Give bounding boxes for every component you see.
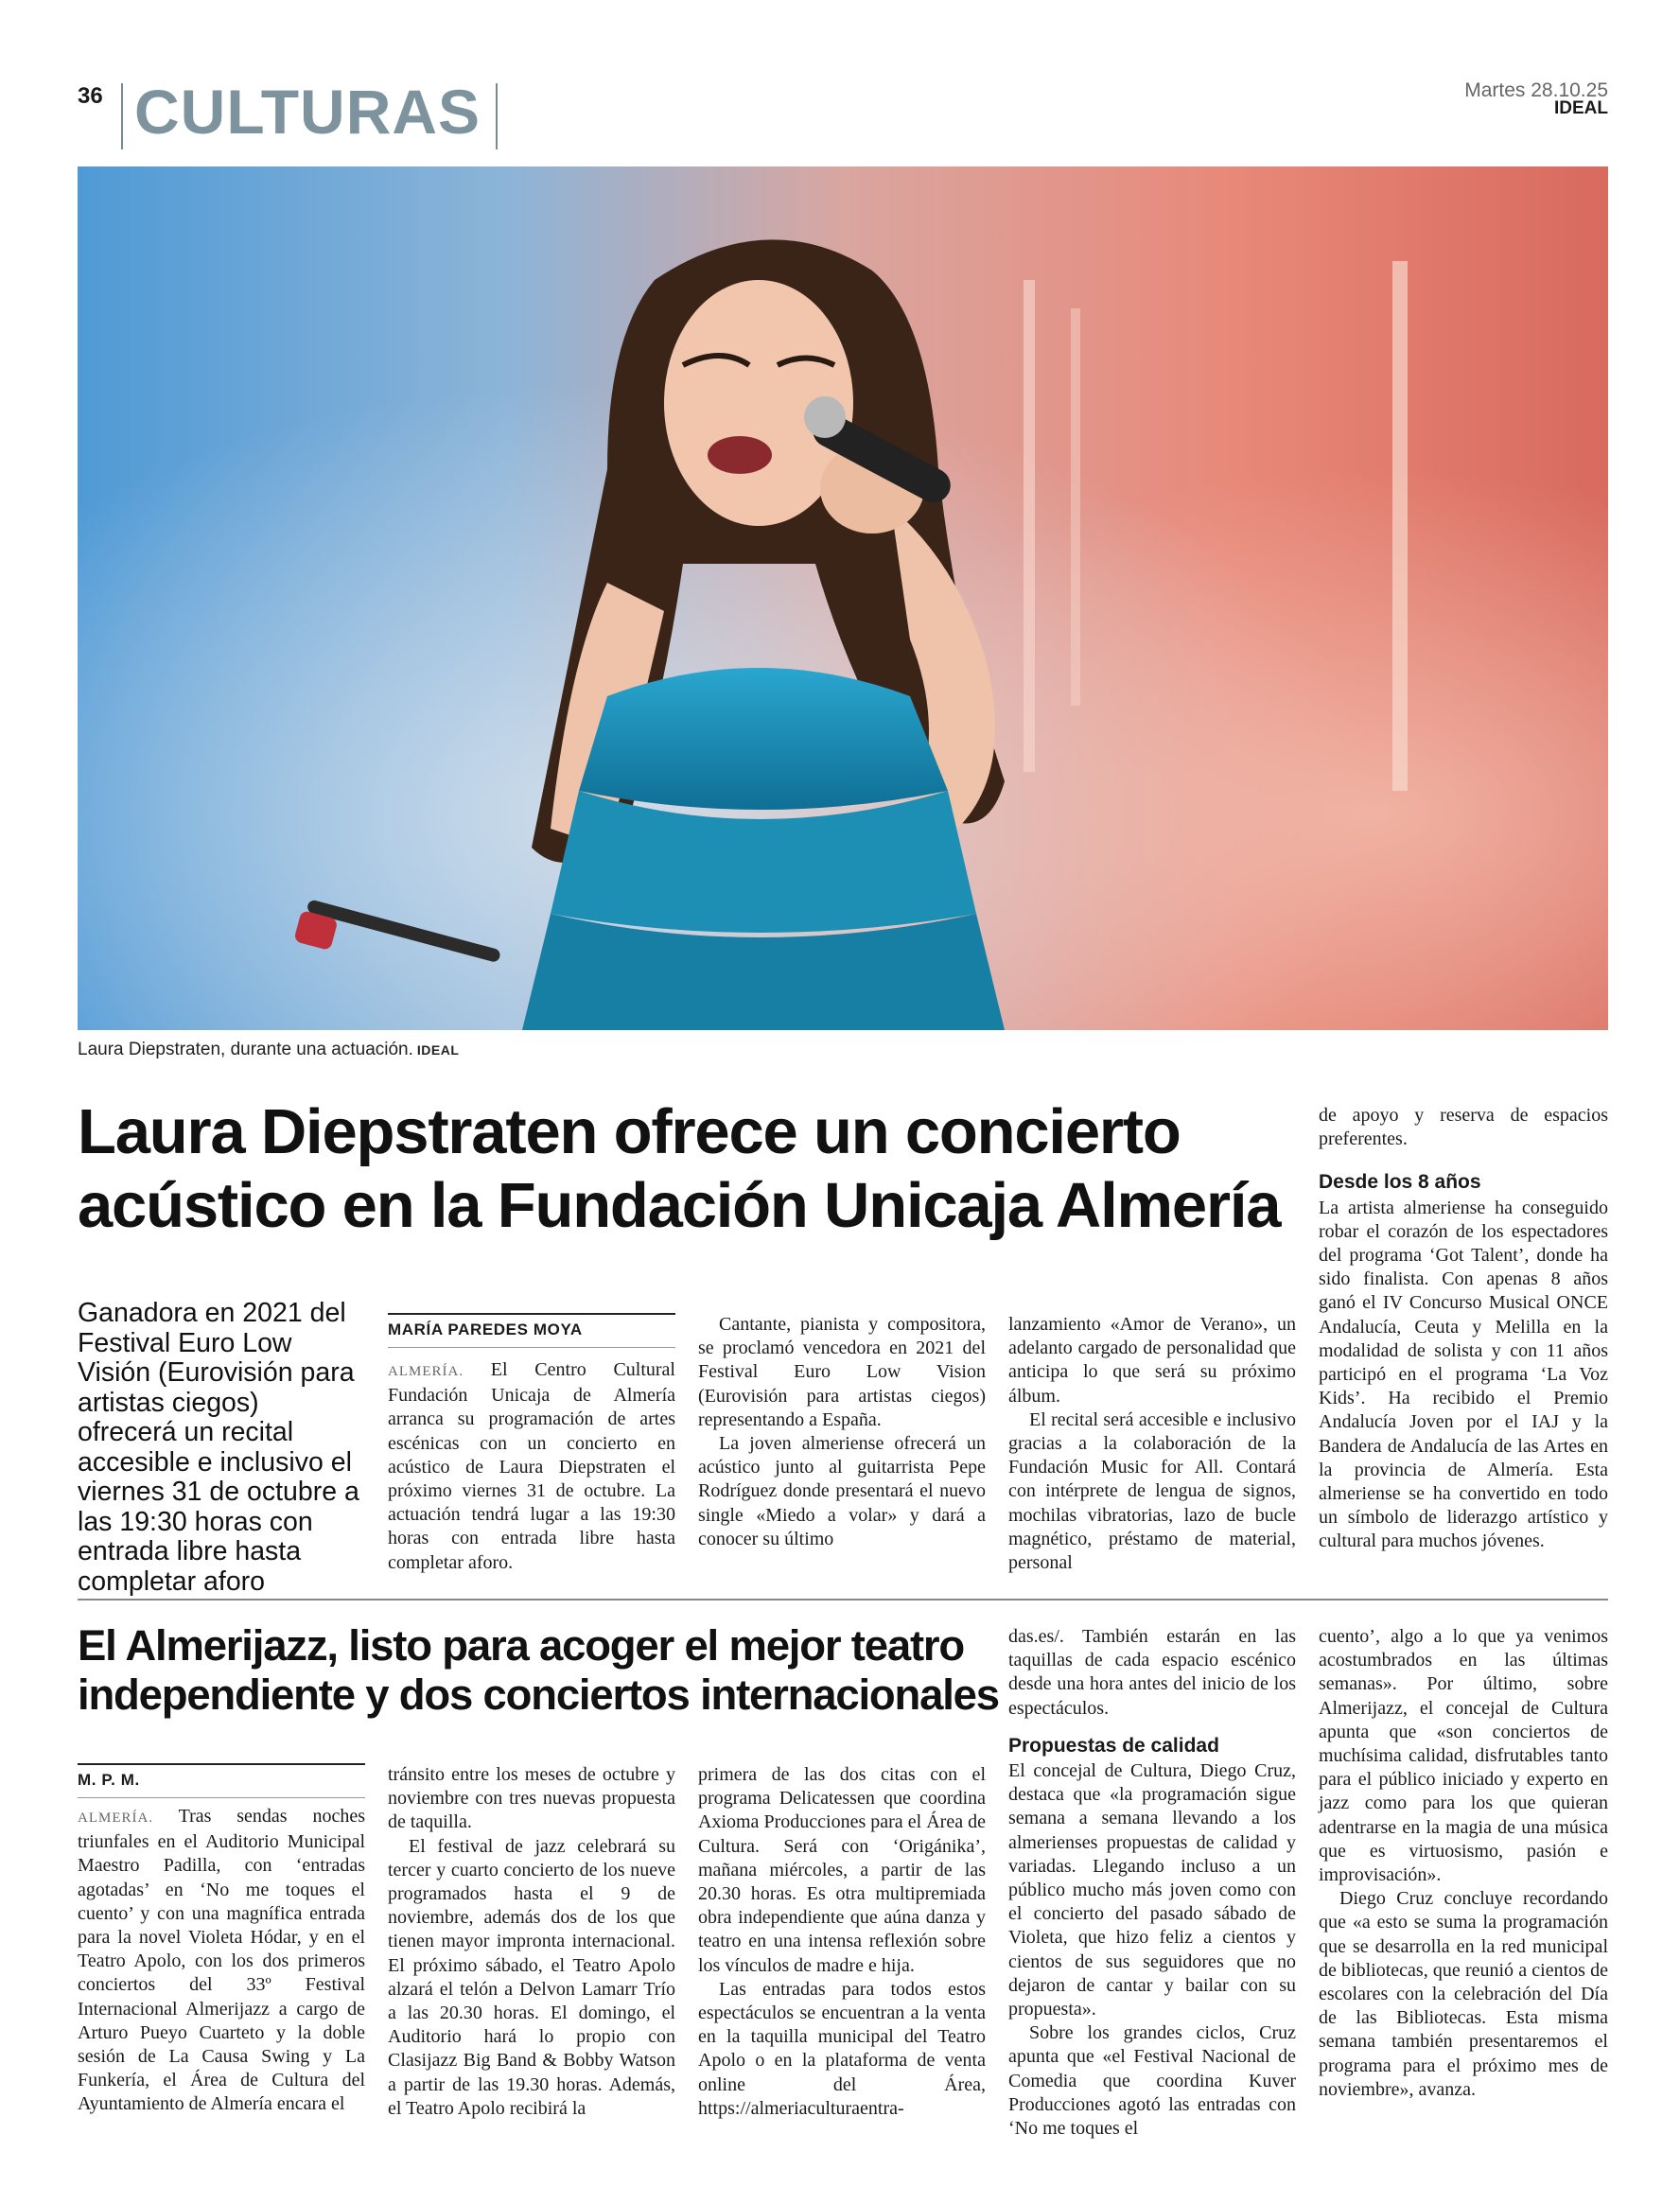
- article-headline: El Almerijazz, listo para acoger el mejor teatro independiente y dos conciertos internacionales: [78, 1621, 999, 1719]
- article-subheadline: Ganadora en 2021 del Festival Euro Low Visión (Eurovisión para artistas ciegos) ofrecerá un recital accesible e inclusivo el viernes 31 de octubre a las 19:30 horas con entrada libre hasta completar aforo: [78, 1298, 359, 1597]
- article-photo: [78, 166, 1608, 1030]
- article-column: [1319, 1625, 1608, 2102]
- article-column: [1008, 1625, 1296, 2141]
- paragraph: tránsito entre los meses de octubre y noviembre con tres nuevas propuesta de taquilla.: [388, 1764, 675, 1833]
- header-divider: [121, 83, 123, 149]
- paragraph: El concejal de Cultura, Diego Cruz, destaca que «la programación sigue semana a semana llevando a los almerienses propuestas de calidad y variadas. Llegando incluso a un público mucho más joven como con el concierto del pasado sábado de Violeta, que hizo feliz a cientos y cientos de sus seguidores que no dejaron de cantar y bailar con su propuesta».: [1008, 1760, 1296, 2020]
- article-column: [1319, 1104, 1608, 1554]
- article-column: [388, 1763, 675, 2121]
- article-column: [698, 1763, 986, 2121]
- photo-caption: [78, 1040, 459, 1060]
- paragraph: El recital será accesible e inclusivo gracias a la colaboración de la Fundación Music for All. Contará con intérprete de lengua de signos, mochilas vibratorias, lazo de bucle magnético, préstamo de material, personal: [1008, 1408, 1296, 1574]
- article-column: [1008, 1313, 1296, 1575]
- paragraph: [388, 1358, 675, 1575]
- paragraph: Sobre los grandes ciclos, Cruz apunta que «el Festival Nacional de Comedia que coordina Kuver Producciones agotó las entradas con ‘No me toques el: [1008, 2022, 1296, 2140]
- photo-credit: IDEAL: [416, 1042, 460, 1058]
- paragraph: das.es/. También estarán en las taquillas de cada espacio escénico desde una hora antes del inicio de los espectáculos.: [1008, 1626, 1296, 1719]
- paragraph: La joven almeriense ofrecerá un acústico junto al guitarrista Pepe Rodríguez donde presentará el nuevo single «Miedo a volar» y dará a conocer su último: [698, 1433, 986, 1549]
- article-divider: [78, 1599, 1608, 1601]
- paragraph: El festival de jazz celebrará su tercer y cuarto concierto de los nueve programados hasta el 9 de noviembre, además dos de los que tienen mayor impronta internacional. El próximo sábado, el Teatro Apolo alzará el telón a Delvon Lamarr Trío a las 20.30 horas. El domingo, el Auditorio hará lo propio con Clasijazz Big Band & Bobby Watson a partir de las 19.30 horas. Además, el Teatro Apolo recibirá la: [388, 1835, 675, 2119]
- paragraph: cuento’, algo a lo que ya venimos acostumbrados en las últimas semanas». Por último, sobre Almerijazz, el concejal de Cultura apunta que «son conciertos de muchísima calidad, disfrutables tanto para el público iniciado y experto en jazz como para los que quieran adentrarse en la magia de una música que es virtuosismo, pasión e improvisación».: [1319, 1626, 1608, 1886]
- location-tag: ALMERÍA.: [78, 1810, 154, 1826]
- section-subhead: Desde los 8 años: [1319, 1171, 1481, 1194]
- paragraph: Cantante, pianista y compositora, se proclamó vencedora en 2021 del Festival Euro Low Vision (Eurovisión para artistas ciegos) representando a España.: [698, 1314, 986, 1430]
- paragraph: primera de las dos citas con el programa Delicatessen que coordina Axioma Producciones para el Área de Cultura. Será con ‘Origánika’, mañana miércoles, a partir de las 20.30 horas. Es otra multipremiada obra independiente que aúna danza y teatro en una intensa reflexión sobre los vínculos de madre e hija.: [698, 1764, 986, 1976]
- article-column: [78, 1805, 365, 2117]
- paragraph: [78, 1805, 365, 2117]
- article-column: [388, 1358, 675, 1575]
- byline: M. P. M.: [78, 1763, 365, 1798]
- paragraph: Diego Cruz concluye recordando que «a esto se suma la programación que se desarrolla en la red municipal de bibliotecas, que reunió a cientos de escolares con la celebración del Día de las Bibliotecas. Esta misma semana también presentaremos el programa para el próximo mes de noviembre», avanza.: [1319, 1888, 1608, 2100]
- page-number: 36: [78, 83, 103, 109]
- location-tag: ALMERÍA.: [388, 1364, 464, 1379]
- header-divider: [496, 83, 498, 149]
- paragraph: de apoyo y reserva de espacios preferentes.: [1319, 1105, 1608, 1150]
- issue-date: Martes 28.10.25: [1464, 79, 1608, 101]
- newspaper-name: IDEAL: [1554, 98, 1608, 118]
- caption-text: Laura Diepstraten, durante una actuación.: [78, 1040, 413, 1059]
- article-column: [698, 1313, 986, 1551]
- paragraph: Las entradas para todos estos espectáculos se encuentran a la venta en la taquilla municipal del Teatro Apolo o en la plataforma de venta online del Área, https://almeriaculturaentra-: [698, 1978, 986, 2119]
- paragraph-text: El Centro Cultural Fundación Unicaja de Almería arranca su programación de artes escénicas con un concierto en acústico de Laura Diepstraten el próximo viernes 31 de octubre. La actuación tendrá lugar a las 19:30 horas con entrada libre hasta completar aforo.: [388, 1359, 675, 1573]
- paragraph: lanzamiento «Amor de Verano», un adelanto cargado de personalidad que anticipa lo que será su próximo álbum.: [1008, 1314, 1296, 1407]
- paragraph: La artista almeriense ha conseguido robar el corazón de los espectadores del programa ‘Got Talent’, donde ha sido finalista. Con apenas 8 años ganó el IV Concurso Musical ONCE Andalucía, Ceuta y Melilla en la modalidad de solista y con 11 años participó en el programa ‘La Voz Kids’. Ha recibido el Premio Andalucía Joven por el IAJ y la Bandera de Andalucía de las Artes en la provincia de Almería. Esta almeriense se ha convertido en todo un símbolo de liderazgo artístico y cultural para muchos jóvenes.: [1319, 1197, 1608, 1552]
- section-subhead: Propuestas de calidad: [1008, 1734, 1219, 1757]
- section-title: CULTURAS: [134, 77, 481, 147]
- paragraph-text: Tras sendas noches triunfales en el Auditorio Municipal Maestro Padilla, con ‘entradas agotadas’ en ‘No me toques el cuento’ y con una magnífica entrada para la novel Violeta Hódar, y en el Teatro Apolo, con los dos primeros conciertos del 33º Festival Internacional Almerijazz a cargo de Arturo Pueyo Cuarteto y la doble sesión de La Causa Swing y La Funkería, el Área de Cultura del Ayuntamiento de Almería encara el: [78, 1806, 365, 2115]
- byline: MARÍA PAREDES MOYA: [388, 1313, 675, 1348]
- article-headline: Laura Diepstraten ofrece un concierto acústico en la Fundación Unicaja Almería: [78, 1096, 1281, 1241]
